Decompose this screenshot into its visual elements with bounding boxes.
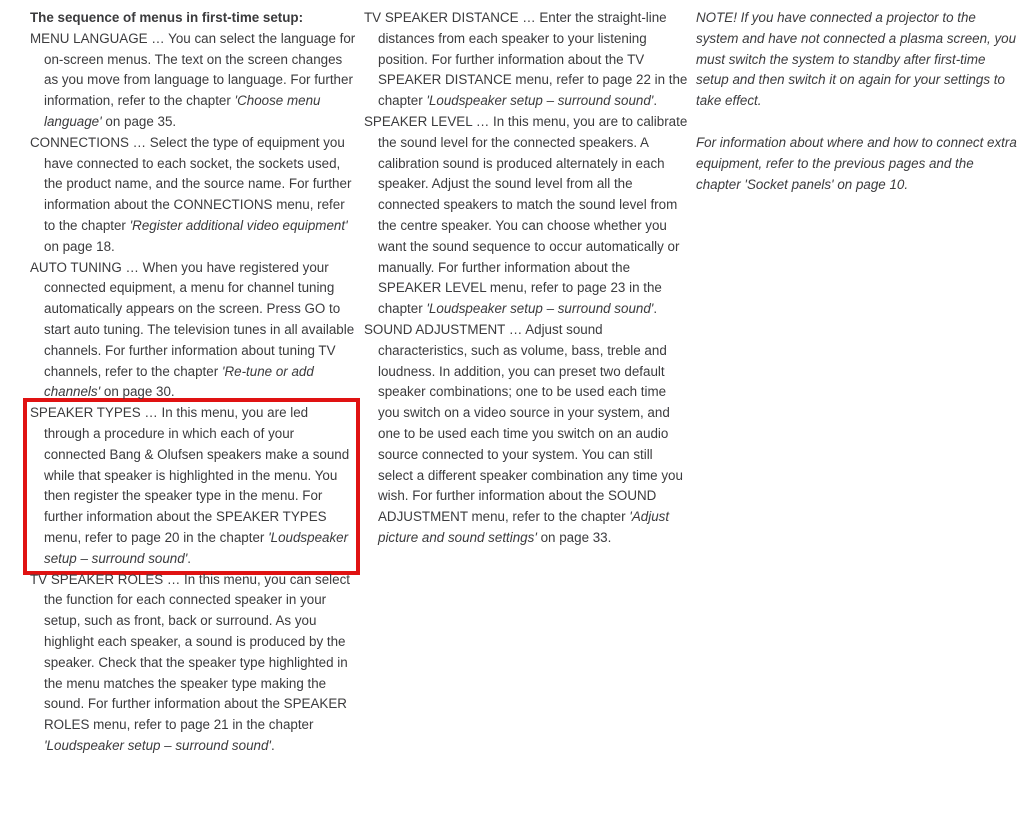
text-run: . [187,550,191,566]
text-run: 'Choose menu language' [44,93,321,129]
paragraph-list-right [696,8,1018,195]
text-run: 'Loudspeaker setup – surround sound' [426,301,654,317]
text-run: . [653,301,658,317]
text-run: TV SPEAKER DISTANCE … Enter the straight-line distances from each speaker to your listening position. For further information about the TV SPEAKER DISTANCE menu, refer to page 22 in the chapter [364,10,688,109]
text-run: SPEAKER TYPES … In this menu, you are led through a procedure in which each of your connected Bang & Olufsen speakers make a sound while that speaker is highlighted in the menu. You then register the speaker type in the menu. For further information about the SPEAKER TYPES menu, refer to page 20 in the chapter [30,405,350,545]
text-run: . [270,737,275,753]
text-run: . [653,93,658,109]
text-run: 'Adjust picture and sound settings' [378,509,670,545]
paragraph-tv-speaker-roles [30,570,358,757]
text-run: NOTE! If you have connected a projector to the system and have not connected a plasma screen, you must switch the system to standby after first-time setup and then switch it on again for your settings to take effect. [696,10,1017,109]
paragraph-tv-speaker-distance [364,8,689,112]
text-run: SPEAKER LEVEL … In this menu, you are to calibrate the sound level for the connected speakers. A calibration sound is produced alternately in each speaker. Adjust the sound level from all the connected speakers to match the sound level from the centre speaker. You can choose whether you want the sound sequence to occur automatically or manually. For further information about the SPEAKER LEVEL menu, refer to page 23 in the chapter [364,113,688,317]
paragraph-note-projector [696,8,1018,112]
text-run: For information about where and how to connect extra equipment, refer to the previous pages and the chapter 'Socket panels' on page 10. [696,134,1017,192]
text-run: 'Loudspeaker setup – surround sound' [44,737,271,753]
text-run: on page 18. [44,238,115,254]
highlight-box-speaker-types [23,398,360,574]
paragraph-speaker-level [364,112,689,320]
paragraph-list-middle [364,8,689,549]
paragraph-connections [30,133,358,258]
paragraph-menu-language [30,29,358,133]
section-heading: The sequence of menus in first-time setup: [30,10,304,25]
text-run: on page 35. [101,113,177,129]
text-run: SOUND ADJUSTMENT … Adjust sound characteristics, such as volume, bass, treble and loudness. In addition, you can preset two default speaker combinations; one to be used each time you switch on a video source in your system, and one to be used each time you switch on an audio source connected to your system. You can still select a different speaker combination any time you wish. For further information about the SOUND ADJUSTMENT menu, refer to the chapter [364,321,683,525]
text-run: AUTO TUNING … When you have registered your connected equipment, a menu for channel tuning automatically appears on the screen. Press GO to start auto tuning. The television tunes in all available channels. For further information about tuning TV channels, refer to the chapter [30,259,355,379]
text-run: 'Re-tune or add channels' [44,363,314,400]
column-middle [364,8,689,549]
text-run: MENU LANGUAGE … You can select the language for on-screen menus. The text on the screen changes as you move from language to language. For further information, refer to the chapter [30,30,356,109]
paragraph-list-left [30,29,358,757]
text-run: 'Loudspeaker setup – surround sound' [44,529,349,566]
column-right [696,8,1018,195]
paragraph-auto-tuning [30,258,358,404]
text-run: on page 30. [100,384,175,400]
paragraph-note-extra-equipment [696,133,1018,195]
paragraph-sound-adjustment [364,320,689,549]
text-run: CONNECTIONS … Select the type of equipment you have connected to each socket, the sockets used, the product name, and the source name. For further information about the CONNECTIONS menu, refer to the chapter [30,134,352,233]
text-run: 'Register additional video equipment' [129,217,348,233]
text-run: TV SPEAKER ROLES … In this menu, you can select the function for each connected speaker in your setup, such as front, back or surround. As you highlight each speaker, a sound is produced by the speaker. Check that the speaker type highlighted in the menu matches the speaker type making the sound. For further information about the SPEAKER ROLES menu, refer to page 21 in the chapter [30,571,351,733]
column-left [30,8,358,757]
text-run: on page 33. [536,529,612,545]
text-run: 'Loudspeaker setup – surround sound' [426,93,654,109]
